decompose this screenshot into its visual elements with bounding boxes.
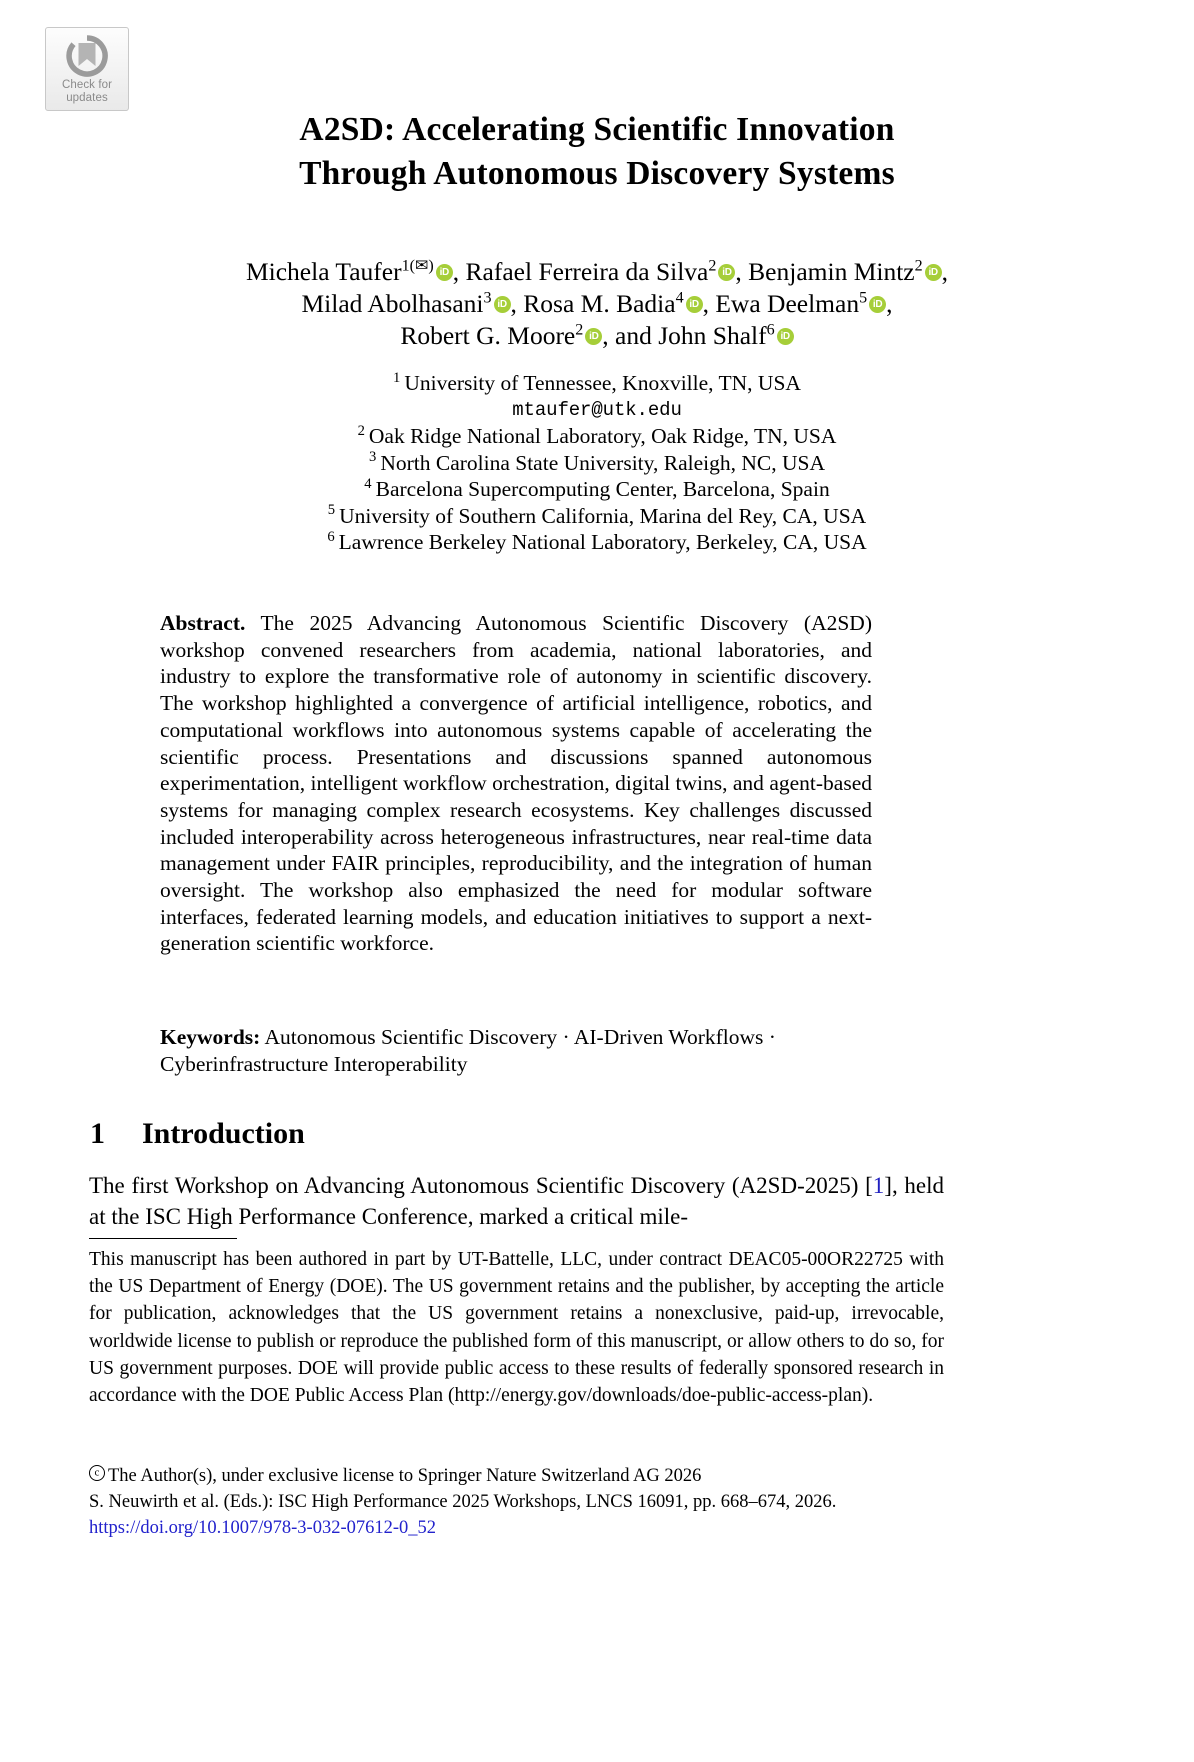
affiliation-num: 3 — [369, 449, 377, 466]
affiliation-item — [113, 423, 1081, 450]
affiliation-text: University of Southern California, Marina del Rey, CA, USA — [339, 503, 867, 528]
footnote-text: This manuscript has been authored in part by UT-Battelle, LLC, under contract DEAC05-00OR22725 with the US Department of Energy (DOE). The US government retains and the publisher, by accepting the article for publication, acknowledges that the US government retains a nonexclusive, paid-up, irrevocable, worldwide license to publish or reproduce the published form of this manuscript, or allow others to do so, for US government purposes. DOE will provide public access to these results of federally sponsored research in accordance with the DOE Public Access Plan (http://energy.gov/downloads/doe-public-access-plan). — [89, 1249, 944, 1407]
author-line-2 — [113, 288, 1081, 320]
copyright-block — [89, 1463, 959, 1541]
affiliation-text: University of Tennessee, Knoxville, TN, USA — [404, 371, 801, 395]
orcid-icon[interactable] — [925, 264, 942, 281]
author-list — [113, 256, 1081, 352]
abstract-block — [160, 610, 872, 957]
section-heading — [90, 1116, 950, 1152]
author-affil-sup: 2 — [575, 321, 584, 339]
intro-text-part2: ], held at the ISC High Performance Conference, marked a critical mile- — [89, 1173, 944, 1229]
orcid-icon[interactable] — [494, 296, 511, 313]
author-name: Michela Taufer — [245, 257, 402, 286]
crossmark-line2: updates — [66, 91, 108, 104]
introduction-paragraph — [89, 1170, 944, 1232]
author-name: Robert G. Moore — [400, 321, 576, 350]
orcid-icon[interactable] — [718, 264, 735, 281]
author-sep: , Rosa M. Badia — [510, 289, 676, 318]
keywords-block — [160, 1024, 872, 1077]
section-number: 1 — [90, 1117, 105, 1150]
crossmark-line1: Check for — [61, 79, 113, 91]
author-sep: , Rafael Ferreira da Silva — [452, 257, 709, 286]
author-sep: , Ewa Deelman — [702, 289, 860, 318]
affiliation-item — [113, 476, 1081, 503]
copyright-text: The Author(s), under exclusive license to Springer Nature Switzerland AG 2026 — [108, 1466, 702, 1486]
abstract-label: Abstract. — [160, 611, 246, 635]
copyright-line-1 — [89, 1463, 959, 1489]
orcid-icon[interactable] — [436, 264, 453, 281]
affiliation-num: 2 — [357, 422, 365, 439]
author-affil-sup: 6 — [766, 321, 775, 339]
affiliation-num: 6 — [327, 528, 335, 545]
affiliation-text: Barcelona Supercomputing Center, Barcelona, Spain — [375, 477, 830, 501]
author-name: Milad Abolhasani — [301, 289, 484, 318]
intro-text-part1: The first Workshop on Advancing Autonomous Scientific Discovery (A2SD-2025) [ — [89, 1173, 873, 1198]
footnote-divider — [89, 1238, 237, 1239]
affiliation-num: 1 — [393, 369, 401, 386]
author-sep: , Benjamin Mintz — [735, 257, 915, 286]
author-affil-sup: 1(✉) — [401, 257, 434, 275]
author-affil-sup: 4 — [675, 289, 684, 307]
author-line-3 — [113, 320, 1081, 352]
affiliation-item — [113, 370, 1081, 397]
affiliation-num: 4 — [364, 475, 372, 492]
affiliation-text: Oak Ridge National Laboratory, Oak Ridge, TN, USA — [368, 424, 837, 448]
check-for-updates-icon — [65, 35, 109, 77]
copyright-line-2: S. Neuwirth et al. (Eds.): ISC High Performance 2025 Workshops, LNCS 16091, pp. 668–674, 2026. — [89, 1492, 837, 1512]
check-for-updates-label — [62, 79, 112, 104]
title-line-2: Through Autonomous Discovery Systems — [299, 155, 895, 192]
author-affil-sup: 5 — [859, 289, 868, 307]
affiliation-item — [113, 503, 1081, 530]
copyright-icon — [89, 1465, 105, 1481]
author-sep: , and John Shalf — [602, 321, 767, 350]
author-affil-sup: 3 — [483, 289, 492, 307]
affiliation-list — [113, 370, 1081, 556]
corresponding-email[interactable]: mtaufer@utk.edu — [512, 398, 682, 421]
keywords-label: Keywords: — [160, 1025, 261, 1049]
affiliation-item — [113, 529, 1081, 556]
orcid-icon[interactable] — [585, 328, 602, 345]
citation-link[interactable]: 1 — [872, 1173, 885, 1198]
abstract-text: The 2025 Advancing Autonomous Scientific Discovery (A2SD) workshop convened researchers from academia, national laboratories, and industry to explore the transformative role of autonomy in scientific discovery. The workshop highlighted a convergence of artificial intelligence, robotics, and computational workflows into autonomous systems capable of accelerating the scientific process. Presentations and discussions spanned autonomous experimentation, intelligent workflow orchestration, digital twins, and agent-based systems for managing complex research ecosystems. Key challenges discussed included interoperability across heterogeneous infrastructures, near real-time data management under FAIR principles, reproducibility, and the integration of human oversight. The workshop also emphasized the need for modular software interfaces, federated learning models, and education initiatives to support a next-generation scientific workforce. — [160, 611, 872, 956]
author-affil-sup: 2 — [914, 257, 923, 275]
author-affil-sup: 2 — [708, 257, 717, 275]
orcid-icon[interactable] — [869, 296, 886, 313]
check-for-updates-badge[interactable] — [45, 27, 129, 111]
author-sep: , — [886, 289, 893, 318]
affiliation-num: 5 — [327, 502, 336, 519]
section-title: Introduction — [142, 1117, 305, 1150]
author-sep: , — [941, 257, 949, 286]
affiliation-text: Lawrence Berkeley National Laboratory, Berkeley, CA, USA — [338, 530, 867, 554]
affiliation-item — [113, 450, 1081, 477]
affiliation-text: North Carolina State University, Raleigh, NC, USA — [380, 450, 825, 475]
author-line-1 — [113, 256, 1081, 288]
page-title — [113, 108, 1081, 196]
keywords-text: Autonomous Scientific Discovery · AI-Driven Workflows · Cyberinfrastructure Interoperability — [160, 1025, 776, 1076]
orcid-icon[interactable] — [777, 328, 794, 345]
orcid-icon[interactable] — [686, 296, 703, 313]
doi-link[interactable]: https://doi.org/10.1007/978-3-032-07612-0_52 — [89, 1518, 437, 1538]
title-line-1: A2SD: Accelerating Scientific Innovation — [299, 111, 895, 148]
